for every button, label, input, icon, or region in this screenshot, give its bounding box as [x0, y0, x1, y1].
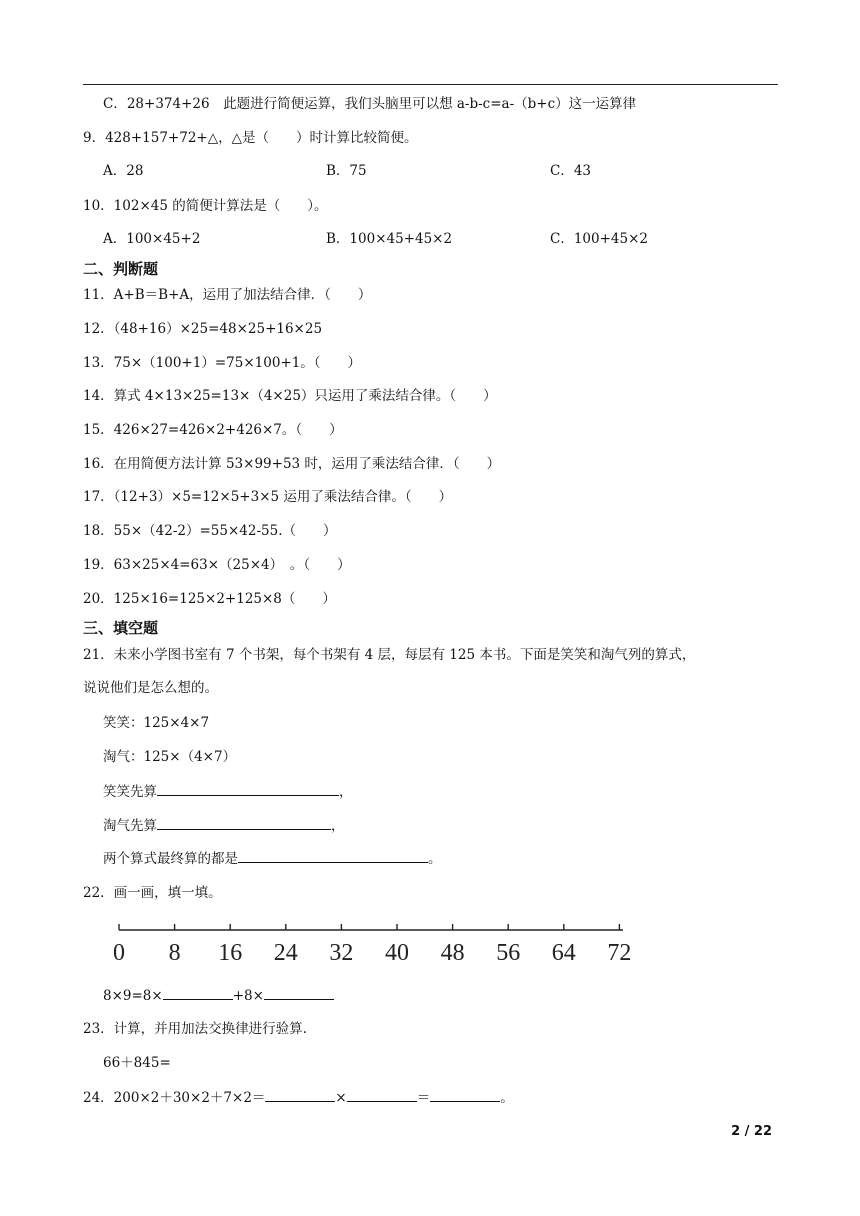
q21-blank-1[interactable] — [157, 781, 339, 796]
q22-blank-1[interactable] — [163, 985, 233, 1000]
judge-item-14: 14．算式 4×13×25=13×（4×25）只运用了乘法结合律。（ ） — [83, 388, 497, 404]
q10-option-c: C．100+45×2 — [550, 231, 648, 247]
q10-stem: 10．102×45 的简便计算法是（ ）。 — [83, 198, 328, 214]
q24-blank-1[interactable] — [265, 1087, 335, 1102]
q21-taoqi-expr: 淘气：125×（4×7） — [103, 749, 237, 765]
judge-item-11: 11．A+B＝B+A，运用了加法结合律．（ ） — [83, 287, 372, 303]
q23-stem: 23．计算，并用加法交换律进行验算. — [83, 1021, 307, 1037]
section-heading-fill: 三、填空题 — [83, 619, 159, 637]
number-line-label-48: 48 — [440, 940, 465, 966]
judge-item-20: 20．125×16=125×2+125×8（ ） — [83, 591, 336, 607]
q22-equation — [103, 985, 334, 1006]
number-line — [103, 922, 633, 970]
q21-both-label: 两个算式最终算的都是 — [103, 851, 238, 867]
q23-expression: 66＋845= — [103, 1055, 171, 1071]
page-number: 2 / 22 — [731, 1124, 772, 1139]
number-line-label-8: 8 — [168, 940, 181, 966]
judge-item-19: 19．63×25×4=63×（25×4） 。（ ） — [83, 557, 351, 573]
q9-stem: 9．428+157+72+△，△是（ ）时计算比较简便。 — [83, 130, 418, 146]
number-line-label-32: 32 — [329, 940, 354, 966]
judge-item-16: 16．在用简便方法计算 53×99+53 时，运用了乘法结合律．（ ） — [83, 456, 501, 472]
number-line-label-0: 0 — [113, 940, 125, 966]
q21-taoqi-label: 淘气先算 — [103, 818, 157, 834]
number-line-label-24: 24 — [273, 940, 298, 966]
number-line-label-56: 56 — [496, 940, 521, 966]
q21-both-blank-line — [103, 848, 442, 869]
q8-option-c: C．28+374+26 此题进行简便运算，我们头脑里可以想 a-b-c=a-（b+c）这一运算律 — [103, 96, 637, 112]
q21-xiaoxiao-expr: 笑笑：125×4×7 — [103, 715, 210, 731]
q21-comma-2: ， — [331, 818, 345, 834]
q22-eq-part-a: 8×9=8× — [103, 988, 163, 1004]
q21-stem-line1: 21．未来小学图书室有 7 个书架，每个书架有 4 层，每层有 125 本书。下面是笑笑和淘气列的算式， — [83, 647, 696, 663]
q24-blank-2[interactable] — [347, 1087, 417, 1102]
q24-period: 。 — [500, 1090, 514, 1106]
judge-item-17: 17．（12+3）×5=12×5+3×5 运用了乘法结合律。（ ） — [83, 489, 453, 505]
q22-stem: 22．画一画，填一填。 — [83, 885, 222, 901]
judge-item-18: 18．55×（42-2）=55×42-55.（ ） — [83, 523, 337, 539]
number-line-label-72: 72 — [607, 940, 632, 966]
number-line-label-40: 40 — [385, 940, 409, 966]
q24-times: × — [335, 1090, 347, 1106]
judge-item-15: 15．426×27=426×2+426×7。（ ） — [83, 422, 343, 438]
q21-comma-1: ， — [339, 784, 353, 800]
judge-item-12: 12．（48+16）×25=48×25+16×25 — [83, 321, 323, 337]
q22-blank-2[interactable] — [264, 985, 334, 1000]
judge-item-13: 13．75×（100+1）=75×100+1。（ ） — [83, 355, 362, 371]
number-line-label-16: 16 — [218, 940, 243, 966]
header-rule — [83, 84, 778, 85]
q24-equals: ＝ — [416, 1090, 431, 1106]
q9-option-c: C．43 — [550, 163, 592, 179]
q24-blank-3[interactable] — [430, 1087, 500, 1102]
section-heading-judge: 二、判断题 — [83, 260, 159, 278]
q21-blank-2[interactable] — [157, 815, 331, 830]
q21-stem-line2: 说说他们是怎么想的。 — [83, 680, 218, 696]
q21-blank-3[interactable] — [238, 848, 428, 863]
q22-eq-part-b: +8× — [232, 988, 264, 1004]
q9-option-b: B．75 — [326, 163, 367, 179]
q21-period: 。 — [428, 851, 442, 867]
q10-option-a: A．100×45+2 — [103, 231, 201, 247]
number-line-label-64: 64 — [551, 940, 576, 966]
q21-xiaoxiao-blank-line — [103, 781, 353, 802]
q21-taoqi-blank-line — [103, 815, 345, 836]
q21-xiaoxiao-label: 笑笑先算 — [103, 784, 157, 800]
q24-part-a: 24．200×2＋30×2＋7×2＝ — [83, 1090, 266, 1106]
q9-option-a: A．28 — [103, 163, 144, 179]
q24-equation — [83, 1087, 514, 1108]
q10-option-b: B．100×45+45×2 — [326, 231, 453, 247]
